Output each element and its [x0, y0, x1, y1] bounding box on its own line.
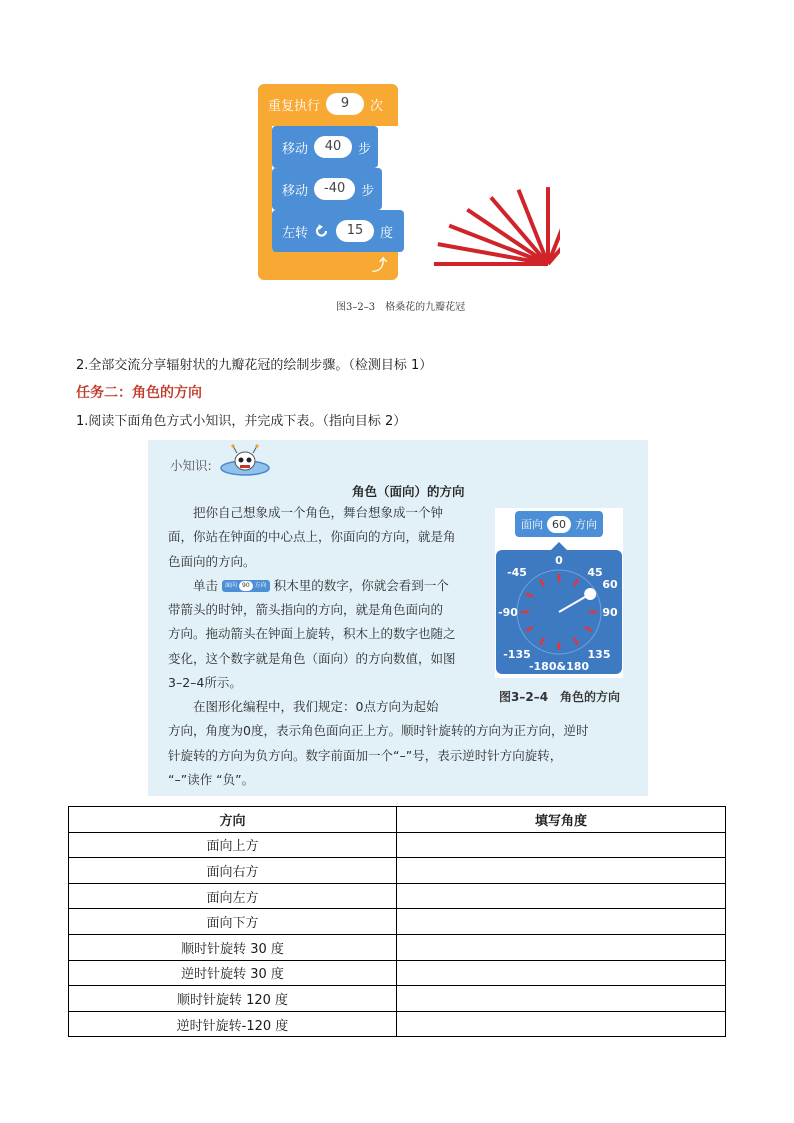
direction-cell: 逆时针旋转-120 度 — [69, 1011, 397, 1037]
direction-figure — [495, 508, 623, 678]
angle-answer-cell[interactable] — [397, 934, 726, 960]
text-line: 针旋转的方向为负方向。数字前面加一个“–”号，表示逆时针方向旋转， — [168, 747, 563, 763]
text-line: “–”读作 “负”。 — [168, 771, 255, 787]
dial-label-135: 135 — [587, 648, 611, 661]
table-row — [69, 986, 726, 1012]
text-line: 方向，角度为0度，表示角色面向正上方。顺时针旋转的方向为正方向，逆时 — [168, 723, 589, 739]
direction-cell: 顺时针旋转 120 度 — [69, 986, 397, 1012]
turn-label: 左转 — [282, 225, 309, 241]
block-label: 面向 — [521, 518, 543, 531]
table-row — [69, 1011, 726, 1037]
point-direction-block[interactable] — [515, 511, 603, 537]
move-unit: 步 — [358, 141, 372, 157]
knowledge-paragraph-3 — [168, 695, 640, 792]
move-steps-input[interactable]: -40 — [314, 178, 355, 200]
dial-label-neg90: -90 — [498, 606, 518, 619]
turn-left-block[interactable] — [272, 210, 404, 252]
text-line-with-block — [168, 574, 498, 598]
repeat-count-input[interactable]: 9 — [326, 93, 364, 115]
angle-answer-cell[interactable] — [397, 858, 726, 884]
angle-answer-cell[interactable] — [397, 960, 726, 986]
dial-label-45: 45 — [587, 566, 603, 579]
repeat-block-row[interactable] — [258, 84, 383, 124]
header-direction: 方向 — [69, 807, 397, 833]
task-2-heading: 任务二：角色的方向 — [76, 385, 202, 401]
text-line: 色面向的方向。 — [168, 553, 256, 569]
figure-3-2-4-caption: 图3–2–4 角色的方向 — [499, 690, 621, 704]
angle-answer-cell[interactable] — [397, 1011, 726, 1037]
text-line: 带箭头的时钟，箭头指向的方向，就是角色面向的 — [168, 602, 444, 618]
direction-cell: 面向右方 — [69, 858, 397, 884]
move-block-2[interactable] — [272, 168, 382, 210]
dial-label-neg135: -135 — [503, 648, 531, 661]
text-fragment: 单击 — [168, 577, 219, 593]
text-line: 方向。拖动箭头在钟面上旋转，积木上的数字也随之 — [168, 626, 456, 642]
angle-answer-cell[interactable] — [397, 883, 726, 909]
step-2-text: 2.全部交流分享辐射状的九瓣花冠的绘制步骤。（检测目标 1） — [76, 358, 433, 373]
repeat-unit: 次 — [370, 98, 384, 114]
repeat-label: 重复执行 — [268, 98, 321, 114]
turn-unit: 度 — [380, 225, 394, 241]
text-line: 把你自己想象成一个角色，舞台想象成一个钟 — [168, 505, 444, 520]
mini-block-label: 面向 — [225, 582, 238, 590]
dial-label-neg45: -45 — [507, 566, 527, 579]
loop-arrow-icon: ⤴ — [372, 256, 388, 274]
text-fragment: 积木里的数字，你就会看到一个 — [273, 577, 449, 593]
repeat-block-arm — [258, 120, 272, 260]
table-row — [69, 934, 726, 960]
dial-label-180: -180&180 — [528, 660, 590, 673]
knowledge-panel — [148, 440, 648, 796]
mini-point-direction-block[interactable] — [222, 580, 270, 592]
turn-degrees-input[interactable]: 15 — [336, 220, 374, 242]
direction-arrow-knob[interactable] — [584, 588, 596, 600]
direction-cell: 面向左方 — [69, 883, 397, 909]
direction-cell: 逆时针旋转 30 度 — [69, 960, 397, 986]
table-header-row — [69, 807, 726, 833]
move-block-1[interactable] — [272, 126, 378, 168]
nine-petal-flower — [420, 180, 560, 270]
text-line: 在图形化编程中，我们规定：0点方向为起始 — [168, 699, 439, 714]
text-line: 变化，这个数字就是角色（面向）的方向数值，如图 — [168, 650, 456, 666]
knowledge-label: 小知识: — [170, 458, 212, 473]
block-unit: 方向 — [575, 518, 597, 531]
direction-value-input[interactable]: 60 — [547, 516, 571, 533]
text-line: 3–2–4所示。 — [168, 675, 242, 691]
text-line: 面，你站在钟面的中心点上，你面向的方向，就是角 — [168, 529, 456, 545]
table-row — [69, 960, 726, 986]
figure-3-2-3-caption: 图3–2–3 格桑花的九瓣花冠 — [336, 302, 466, 313]
robot-mascot-icon — [218, 444, 272, 480]
dial-label-60: 60 — [602, 578, 618, 591]
mini-block-value: 90 — [239, 581, 253, 591]
direction-dial[interactable] — [496, 542, 622, 674]
angle-answer-cell[interactable] — [397, 832, 726, 858]
table-row — [69, 883, 726, 909]
dial-label-90: 90 — [602, 606, 618, 619]
move-label: 移动 — [282, 141, 309, 157]
direction-angle-table — [68, 806, 726, 1037]
table-row — [69, 909, 726, 935]
table-row — [69, 858, 726, 884]
rotate-left-icon — [314, 223, 330, 239]
angle-answer-cell[interactable] — [397, 909, 726, 935]
move-unit: 步 — [361, 183, 375, 199]
table-row — [69, 832, 726, 858]
direction-cell: 面向下方 — [69, 909, 397, 935]
direction-cell: 顺时针旋转 30 度 — [69, 934, 397, 960]
mini-block-unit: 方向 — [254, 582, 267, 590]
knowledge-title: 角色（面向）的方向 — [352, 484, 465, 499]
move-label: 移动 — [282, 183, 309, 199]
step-1-text: 1.阅读下面角色方式小知识，并完成下表。（指向目标 2） — [76, 414, 407, 429]
direction-cell: 面向上方 — [69, 832, 397, 858]
move-steps-input[interactable]: 40 — [314, 136, 352, 158]
header-fill-angle: 填写角度 — [397, 807, 726, 833]
knowledge-paragraph-1 — [168, 501, 498, 695]
dial-label-0: 0 — [555, 554, 563, 567]
angle-answer-cell[interactable] — [397, 986, 726, 1012]
